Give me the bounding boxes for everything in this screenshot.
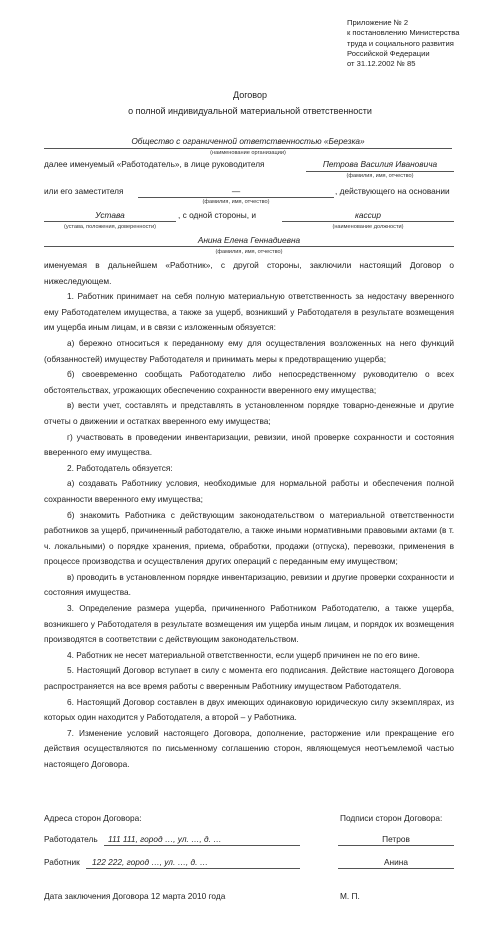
deputy-value: — [231, 186, 241, 196]
basis-underline [44, 221, 176, 222]
clause-paragraph: г) участвовать в проведении инвентаризации, ревизии, иной проверке сохранности и состояния вверенного ему имущества. [44, 431, 454, 458]
employee-signature: Анина [384, 857, 408, 867]
one-side-text: , с одной стороны, и [178, 210, 256, 220]
stamp-place: М. П. [340, 891, 360, 901]
appendix-line: труда и социального развития [347, 38, 454, 48]
employee-underline [44, 246, 454, 247]
appendix-line: Российской Федерации [347, 48, 430, 58]
employee-label: Работник [44, 857, 80, 867]
deputy-suffix: , действующего на основании [335, 186, 450, 196]
document-subtitle: о полной индивидуальной материальной ответственности [128, 106, 372, 116]
contract-date: Дата заключения Договора 12 марта 2010 года [44, 891, 226, 901]
clause-paragraph: а) бережно относиться к переданному ему для осуществления возложенных на него функций (обязанностей) имуществу Работодателя и принимать меры к предотвращению ущерба; [44, 337, 454, 364]
addresses-label: Адреса сторон Договора: [44, 813, 142, 823]
appendix-note [347, 18, 459, 69]
employer-address: 111 111, город …, ул. …, д. … [108, 834, 222, 844]
basis-caption: (устава, положения, доверенности) [64, 224, 156, 230]
employee-signature-underline [338, 868, 454, 869]
employee-address-underline [86, 868, 300, 869]
deputy-underline [138, 197, 334, 198]
intro-paragraph: именуемая в дальнейшем «Работник», с другой стороны, заключили настоящий Договор о нижеследующем. [44, 260, 454, 286]
appendix-line: к постановлению Министерства [347, 28, 460, 38]
clause-paragraph: 1. Работник принимает на себя полную материальную ответственность за недостачу вверенного ему Работодателем имущества, а также за ущерб, возникший у Работодателя в результате возмещения им ущерба иным лицам, и в связи с изложенным обязуется: [44, 291, 454, 333]
org-underline [44, 148, 452, 149]
director-underline [306, 171, 454, 172]
basis-value: Устава [95, 210, 125, 220]
position-caption: (наименование должности) [332, 224, 404, 230]
employee-address: 122 222, город …, ул. …, д. … [92, 857, 208, 867]
org-name: Общество с ограниченной ответственностью «Березка» [131, 136, 365, 146]
position-underline [282, 221, 454, 222]
clause-paragraph: 3. Определение размера ущерба, причиненного Работником Работодателю, а также ущерба, возникшего у Работодателя в результате возмещения им ущерба иным лицам, и порядок их возмещения производятся в соответствии с действующим законодательством. [44, 603, 454, 645]
contract-body [44, 258, 454, 773]
employer-label: Работодатель [44, 834, 98, 844]
clause-paragraph: б) своевременно сообщать Работодателю либо непосредственному руководителю о всех обстоятельствах, угрожающих обеспечению сохранности вверенного ему имущества; [44, 369, 454, 395]
document-title: Договор [233, 90, 267, 100]
appendix-line: Приложение № 2 [347, 18, 409, 27]
signatures-label: Подписи сторон Договора: [340, 813, 443, 823]
clause-paragraph: 5. Настоящий Договор вступает в силу с момента его подписания. Действие настоящего Договора распространяется на все время работы с вверенным Работнику имуществом Работодателя. [44, 665, 454, 692]
deputy-caption: (фамилия, имя, отчество) [202, 199, 270, 205]
org-caption: (наименование организации) [210, 150, 286, 156]
clause-paragraph: в) проводить в установленном порядке инвентаризацию, ревизии и другие проверки сохранности и состояния имущества. [44, 571, 454, 598]
employer-signature: Петров [382, 834, 410, 844]
director-caption: (фамилия, имя, отчество) [346, 173, 414, 179]
clause-paragraph: 6. Настоящий Договор составлен в двух имеющих одинаковую юридическую силу экземплярах, из которых один находится у Работодателя, а второй – у Работника. [44, 696, 454, 723]
employee-name: Анина Елена Геннадиевна [197, 235, 301, 245]
clause-paragraph: б) знакомить Работника с действующим законодательством о материальной ответственности работников за ущерб, причиненный работодателю, а также иными нормативными правовыми актами (в т. ч. локальными) о порядке хранения, приема, обработки, продажи (отпуска), перевозки, применения в процессе производства и осуществления других операций с переданным ему имуществом; [44, 509, 454, 567]
appendix-line: от 31.12.2002 № 85 [347, 59, 416, 69]
employer-prefix: далее именуемый «Работодатель», в лице руководителя [44, 159, 265, 169]
employer-address-underline [104, 845, 300, 846]
clause-paragraph: а) создавать Работнику условия, необходимые для нормальной работы и обеспечения полной сохранности вверенного ему имущества; [44, 478, 454, 504]
clause-paragraph: в) вести учет, составлять и представлять в установленном порядке товарно-денежные и другие отчеты о движении и остатках вверенного ему имущества; [44, 400, 454, 426]
director-name: Петрова Василия Ивановича [322, 159, 438, 169]
employer-signature-underline [338, 845, 454, 846]
position-value: кассир [354, 210, 382, 220]
clause-paragraph: 7. Изменение условий настоящего Договора, дополнение, расторжение или прекращение его действия осуществляются по письменному соглашению сторон, являющемуся неотъемлемой частью настоящего Договора. [44, 727, 454, 769]
clause-paragraph: 2. Работодатель обязуется: [67, 462, 173, 473]
employee-caption: (фамилия, имя, отчество) [215, 249, 283, 255]
clause-paragraph: 4. Работник не несет материальной ответственности, если ущерб причинен не по его вине. [67, 649, 420, 660]
deputy-prefix: или его заместителя [44, 186, 124, 196]
